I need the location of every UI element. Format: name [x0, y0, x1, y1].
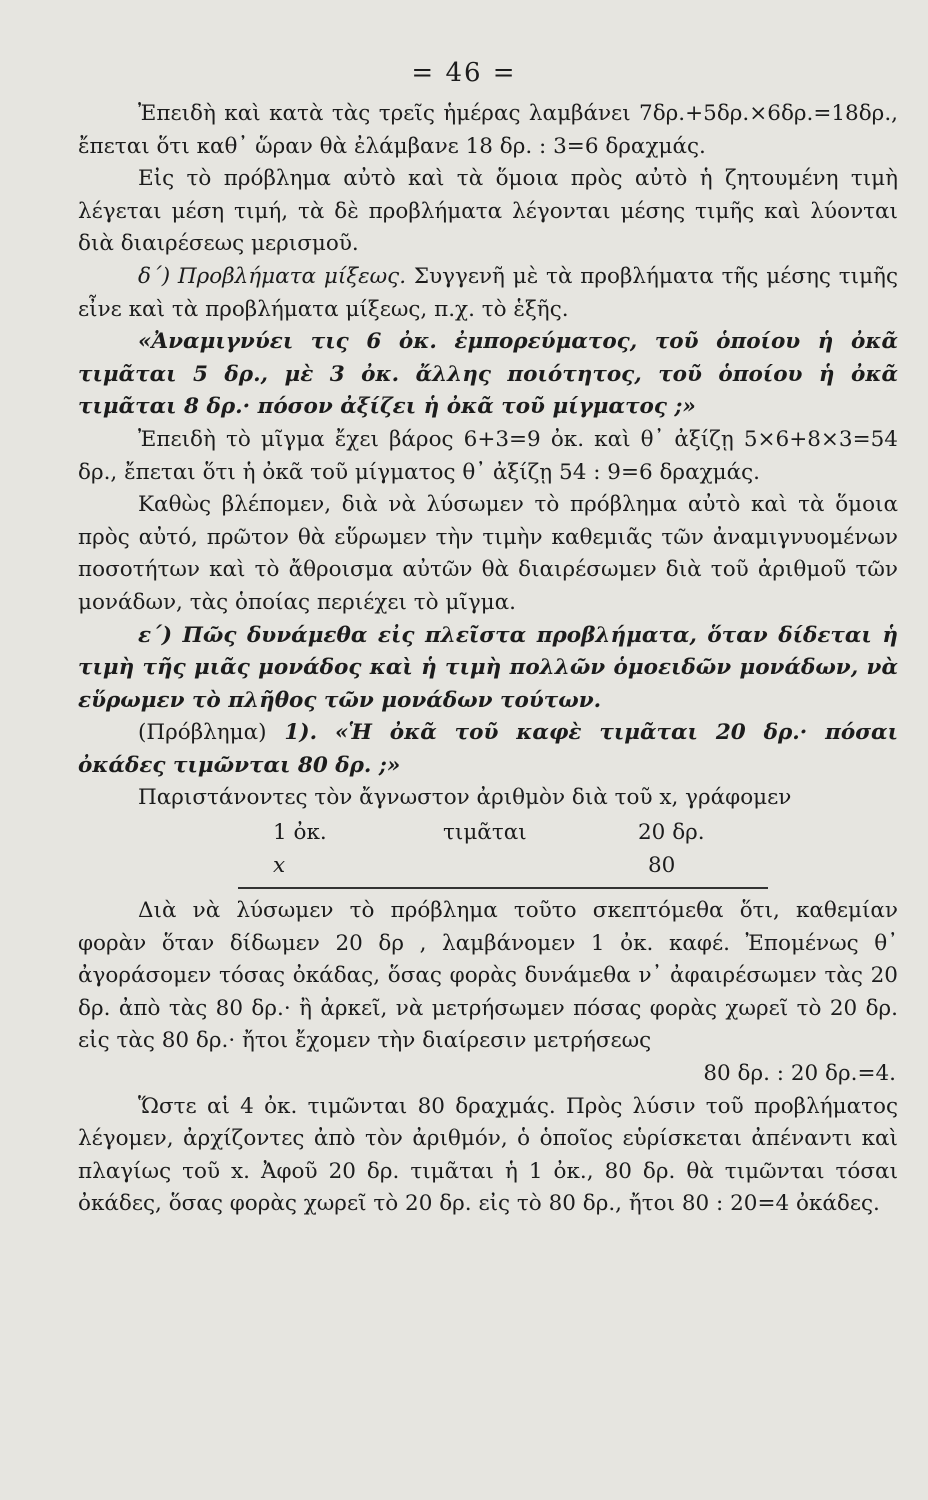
- page-number: = 46 =: [411, 58, 517, 88]
- problem-mixing: «Ἀναμιγνύει τις 6 ὀκ. ἐμπορεύματος, τοῦ ὁποίου ἡ ὀκᾶ τιμᾶται 5 δρ., μὲ 3 ὀκ. ἄλλης ποιότητος, τοῦ ὁποίου ἡ ὀκᾶ τιμᾶται 8 δρ.· πόσον ἀξίζει ἡ ὀκᾶ τοῦ μίγματος ;»: [78, 329, 898, 420]
- section-heading-delta: δ΄) Προβλήματα μίξεως.: [138, 263, 407, 289]
- paragraph-1: Ἐπειδὴ καὶ κατὰ τὰς τρεῖς ἡμέρας λαμβάνει 7δρ.+5δρ.×6δρ.=18δρ., ἔπεται ὅτι καθ᾽ ὥραν θὰ ἐλάμβανε 18 δρ. : 3=6 δραχμάς.: [78, 101, 898, 159]
- calc-r2-c1: x: [273, 853, 286, 879]
- problem-label: (Πρόβλημα): [138, 720, 267, 746]
- proportion-setup: [78, 817, 898, 887]
- section-heading-epsilon: ε΄) Πῶς δυνάμεθα εἰς πλεῖστα προβλήματα, ὅταν δίδεται ἡ τιμὴ τῆς μιᾶς μονάδος καὶ ἡ τιμὴ πολλῶν ὁμοειδῶν μονάδων, νὰ εὕρωμεν τὸ πλῆθος τῶν μονάδων τούτων.: [78, 622, 898, 713]
- horizontal-rule: [238, 887, 768, 889]
- paragraph-9: Παριστάνοντες τὸν ἄγνωστον ἀριθμὸν διὰ τοῦ x, γράφομεν: [138, 785, 792, 811]
- paragraph-3-text: Συγγενῆ μὲ τὰ προβλήματα τῆς μέσης τιμῆς εἶνε καὶ τὰ προβλήματα μίξεως, π.χ. τὸ ἑξῆς.: [78, 263, 898, 322]
- paragraph-6: Καθὼς βλέπομεν, διὰ νὰ λύσωμεν τὸ πρόβλημα αὐτὸ καὶ τὰ ὅμοια πρὸς αὐτό, πρῶτον θὰ εὕρωμεν τὴν τιμὴν καθεμιᾶς τῶν ἀναμιγνυομένων ποσοτήτων καὶ τὸ ἄθροισμα αὐτῶν θὰ διαιρέσωμεν διὰ τοῦ ἀριθμοῦ τῶν μονάδων, τὰς ὁποίας περιέχει τὸ μῖγμα.: [78, 492, 898, 615]
- calc-r1-c3: 20 δρ.: [638, 820, 705, 846]
- calc-r1-c1: 1 ὀκ.: [273, 820, 327, 846]
- body-text: [78, 98, 898, 1221]
- problem-1-text: 1). «Ἡ ὀκᾶ τοῦ καφὲ τιμᾶται 20 δρ.· πόσαι ὀκάδες τιμῶνται 80 δρ. ;»: [78, 720, 898, 778]
- paragraph-3: [78, 261, 898, 326]
- paragraph-2: Εἰς τὸ πρόβλημα αὐτὸ καὶ τὰ ὅμοια πρὸς αὐτὸ ἡ ζητουμένη τιμὴ λέγεται μέση τιμή, τὰ δὲ προβλήματα λέγονται μέσης τιμῆς καὶ λύονται διὰ διαιρέσεως μερισμοῦ.: [78, 166, 898, 257]
- calc-r1-c2: τιμᾶται: [443, 820, 527, 846]
- problem-1: [78, 717, 898, 782]
- paragraph-11: Ὥστε αἱ 4 ὀκ. τιμῶνται 80 δραχμάς. Πρὸς λύσιν τοῦ προβλήματος λέγομεν, ἀρχίζοντες ἀπὸ τὸν ἀριθμόν, ὁ ὁποῖος εὑρίσκεται ἀπέναντι καὶ πλαγίως τοῦ x. Ἀφοῦ 20 δρ. τιμᾶται ἡ 1 ὀκ., 80 δρ. θὰ τιμῶνται τόσαι ὀκάδες, ὅσας φορὰς χωρεῖ τὸ 20 δρ. εἰς τὸ 80 δρ., ἤτοι 80 : 20=4 ὀκάδες.: [78, 1093, 898, 1217]
- division-equation: 80 δρ. : 20 δρ.=4.: [703, 1061, 896, 1087]
- paragraph-10: Διὰ νὰ λύσωμεν τὸ πρόβλημα τοῦτο σκεπτόμεθα ὅτι, καθεμίαν φορὰν ὅταν δίδωμεν 20 δρ , λαμβάνομεν 1 ὀκ. καφέ. Ἐπομένως θ᾽ ἀγοράσομεν τόσας ὀκάδας, ὅσας φορὰς δυνάμεθα ν᾽ ἀφαιρέσωμεν τὰς 20 δρ. ἀπὸ τὰς 80 δρ.· ἢ ἀρκεῖ, νὰ μετρήσωμεν πόσας φορὰς χωρεῖ τὸ 20 δρ. εἰς τὰς 80 δρ.· ἤτοι ἔχομεν τὴν διαίρεσιν μετρήσεως: [78, 898, 898, 1054]
- calc-r2-c3: 80: [648, 853, 676, 879]
- paragraph-5: Ἐπειδὴ τὸ μῖγμα ἔχει βάρος 6+3=9 ὀκ. καὶ θ᾽ ἀξίζῃ 5×6+8×3=54 δρ., ἔπεται ὅτι ἡ ὀκᾶ τοῦ μίγματος θ᾽ ἀξίζῃ 54 : 9=6 δραχμάς.: [78, 426, 898, 485]
